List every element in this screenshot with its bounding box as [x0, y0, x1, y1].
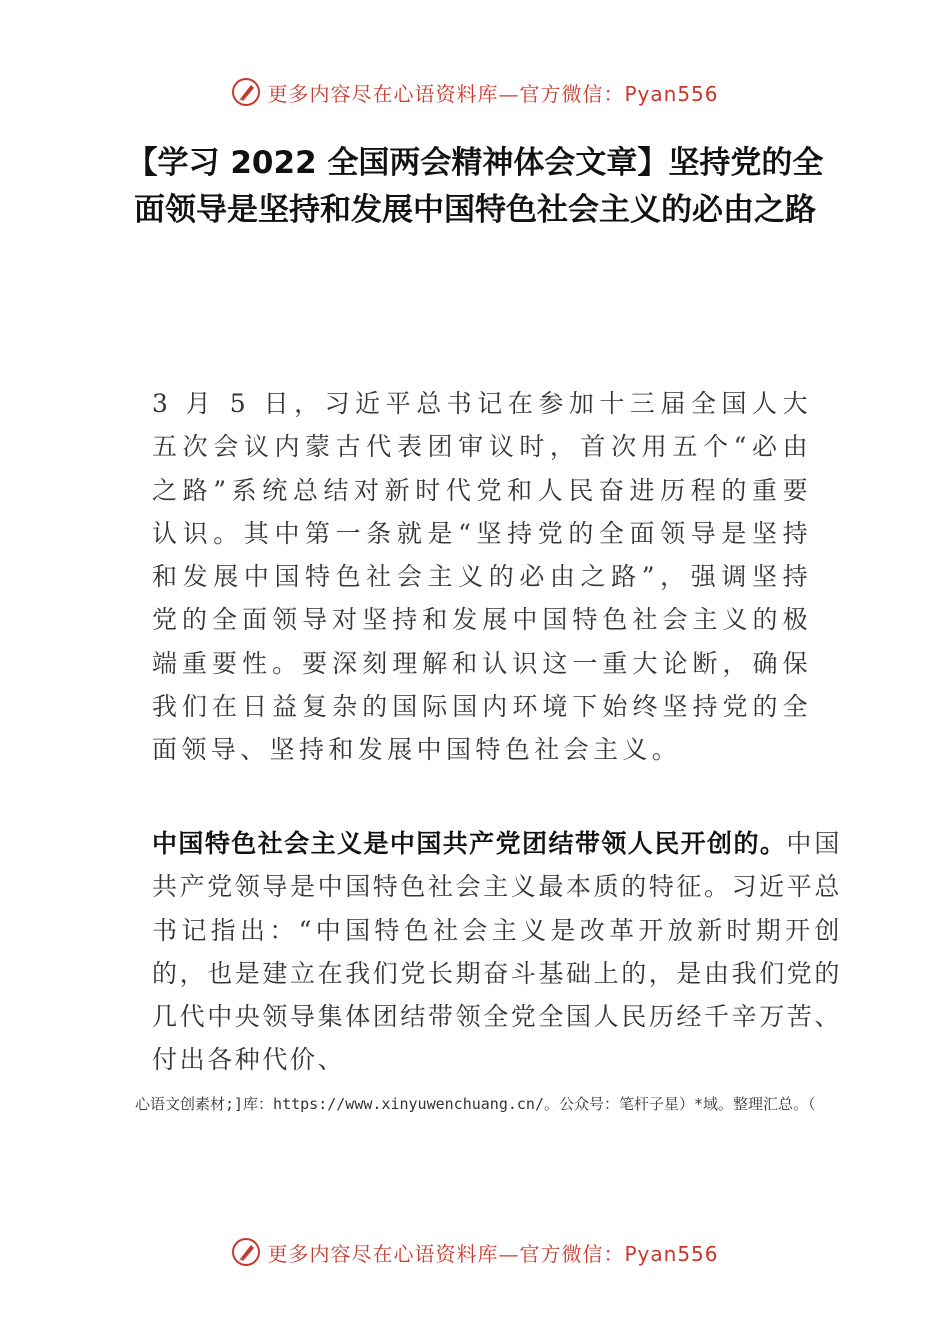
header-wechat-id: Pyan556 — [624, 81, 719, 106]
header-banner-text: 更多内容尽在心语资料库—官方微信：Pyan556 — [267, 81, 719, 106]
footer-banner-text: 更多内容尽在心语资料库—官方微信：Pyan556 — [267, 1241, 719, 1266]
document-title: 【学习 2022 全国两会精神体会文章】坚持党的全面领导是坚持和发展中国特色社会主义的必由之路 — [126, 145, 824, 228]
header-banner — [0, 74, 950, 110]
paragraph-second — [152, 822, 842, 1082]
footer-banner — [0, 1234, 950, 1270]
footer-wechat-id: Pyan556 — [624, 1241, 719, 1266]
source-footnote: 心语文创素材;]库：https://www.xinyuwenchuang.cn/。公众号：笔杆子星）*域。整理汇总。（ — [135, 1095, 816, 1113]
pen-nib-logo-icon — [231, 1237, 261, 1267]
paragraph-intro: 3 月 5 日，习近平总书记在参加十三届全国人大五次会议内蒙古代表团审议时，首次用五个“必由之路”系统总结对新时代党和人民奋进历程的重要认识。其中第一条就是“坚持党的全面领导是坚持和发展中国特色社会主义的必由之路”，强调坚持党的全面领导对坚持和发展中国特色社会主义的极端重要性。要深刻理解和认识这一重大论断，确保我们在日益复杂的国际国内环境下始终坚持党的全面领导、坚持和发展中国特色社会主义。 — [152, 389, 812, 765]
paragraph-second-lead: 中国特色社会主义是中国共产党团结带领人民开创的。 — [152, 829, 787, 858]
paragraph-second-body: 中国共产党领导是中国特色社会主义最本质的特征。习近平总书记指出：“中国特色社会主义是改革开放新时期开创的，也是建立在我们党长期奋斗基础上的，是由我们党的几代中央领导集体团结带领全党全国人民历经千辛万苦、付出各种代价、 — [152, 829, 843, 1075]
pen-nib-logo-icon — [231, 77, 261, 107]
